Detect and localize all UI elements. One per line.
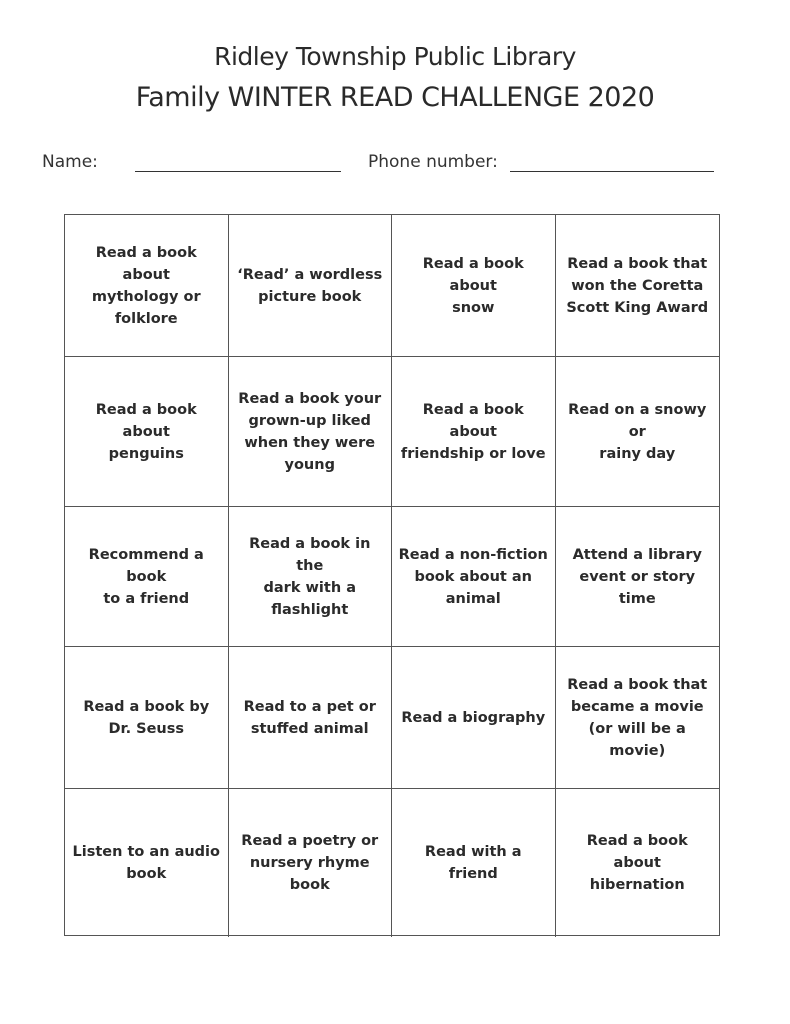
challenge-text (562, 544, 714, 610)
challenge-text (398, 399, 549, 465)
challenge-text (71, 399, 222, 465)
challenge-text (566, 253, 708, 319)
challenge-text-line: Read a book about (95, 401, 197, 440)
challenge-text-line: Read a book your (238, 390, 382, 407)
challenge-text-line: Read a non-fiction (398, 546, 548, 563)
name-label: Name: (42, 152, 98, 172)
challenge-cell[interactable] (65, 507, 229, 647)
challenge-text-line: book (126, 866, 167, 882)
challenge-text (73, 841, 221, 885)
challenge-text (562, 830, 714, 896)
challenge-text-line: Read a book in the (249, 535, 371, 574)
challenge-text-line: grown-up liked (248, 412, 371, 429)
challenge-text-line: Read a book about (422, 401, 524, 440)
library-name: Ridley Township Public Library (214, 42, 576, 71)
challenge-text (562, 674, 714, 762)
phone-number-label: Phone number: (368, 152, 498, 172)
challenge-cell[interactable] (556, 507, 720, 647)
challenge-text-line: (or will be a movie) (588, 720, 686, 759)
challenge-text-line: folklore (114, 310, 178, 327)
challenge-text-line: Read a poetry or (241, 833, 379, 849)
challenge-text-line: Read a biography (401, 709, 546, 726)
challenge-text-line: penguins (108, 445, 184, 462)
name-field[interactable] (135, 171, 341, 172)
challenge-cell[interactable] (229, 507, 393, 647)
challenge-text-line: animal (445, 590, 501, 607)
challenge-text (83, 696, 209, 740)
challenge-text-line: to a friend (103, 590, 190, 607)
challenge-text-line: Read to a pet or (243, 698, 376, 715)
challenge-text-line: nursery rhyme (249, 855, 370, 871)
challenge-text-line: hibernation (589, 877, 685, 893)
challenge-text (244, 696, 376, 740)
challenge-text-line: book (289, 877, 330, 893)
challenge-text (399, 544, 548, 610)
challenge-text-line: Read a book about (422, 255, 524, 294)
challenge-text-line: Dr. Seuss (108, 720, 185, 737)
challenge-text (71, 242, 222, 330)
challenge-text-line: Scott King Award (566, 299, 709, 316)
challenge-cell[interactable] (392, 215, 556, 357)
challenge-cell[interactable] (229, 357, 393, 507)
challenge-text-line: Read on a snowy or (568, 401, 707, 440)
challenge-cell[interactable] (229, 647, 393, 789)
challenge-text (562, 399, 714, 465)
challenge-text (241, 830, 378, 896)
challenge-text-line: when they were (244, 434, 376, 451)
challenge-text-line: rainy day (599, 445, 676, 462)
challenge-text-line: won the Coretta (571, 277, 704, 294)
challenge-text (398, 841, 549, 885)
challenge-text-line: Listen to an audio (72, 844, 220, 860)
challenge-cell[interactable] (556, 647, 720, 789)
challenge-text-line: became a movie (570, 698, 704, 715)
challenge-text-line: book about an (414, 568, 532, 585)
challenge-cell[interactable] (229, 215, 393, 357)
challenge-text-line: flashlight (271, 601, 349, 618)
challenge-text (71, 544, 222, 610)
challenge-text-line: friendship or love (400, 445, 546, 462)
challenge-cell[interactable] (392, 357, 556, 507)
challenge-cell[interactable] (65, 789, 229, 937)
challenge-text-line: ‘Read’ a wordless (237, 266, 383, 283)
challenge-text-line: Read a book that (567, 255, 708, 272)
challenge-text (238, 388, 381, 476)
challenge-text (398, 253, 549, 319)
challenge-cell[interactable] (392, 647, 556, 789)
challenge-text-line: snow (452, 299, 495, 316)
challenge-text-line: picture book (258, 288, 362, 305)
challenge-text (235, 533, 386, 621)
challenge-cell[interactable] (556, 789, 720, 937)
challenge-text-line: Recommend a book (88, 546, 204, 585)
challenge-text-line: Read a book that (567, 676, 708, 693)
challenge-cell[interactable] (392, 789, 556, 937)
challenge-text-line: Read a book about (95, 244, 197, 283)
challenge-text-line: stuffed animal (250, 720, 369, 737)
challenge-cell[interactable] (65, 647, 229, 789)
challenge-title: Family WINTER READ CHALLENGE 2020 (135, 82, 655, 113)
challenge-text-line: dark with a (263, 579, 356, 596)
challenge-text (401, 707, 545, 729)
challenge-grid (64, 214, 720, 936)
phone-number-field[interactable] (510, 171, 714, 172)
challenge-text-line: Read a book about (586, 833, 688, 871)
challenge-text-line: Read a book by (83, 698, 210, 715)
challenge-text-line: event or story time (579, 568, 696, 607)
challenge-cell[interactable] (556, 357, 720, 507)
challenge-cell[interactable] (229, 789, 393, 937)
challenge-text-line: young (284, 456, 335, 473)
challenge-text-line: Read with a friend (424, 844, 522, 882)
challenge-cell[interactable] (556, 215, 720, 357)
challenge-cell[interactable] (65, 215, 229, 357)
challenge-cell[interactable] (65, 357, 229, 507)
challenge-text-line: mythology or (91, 288, 201, 305)
challenge-text (237, 264, 382, 308)
challenge-text-line: Attend a library (572, 546, 702, 563)
challenge-cell[interactable] (392, 507, 556, 647)
